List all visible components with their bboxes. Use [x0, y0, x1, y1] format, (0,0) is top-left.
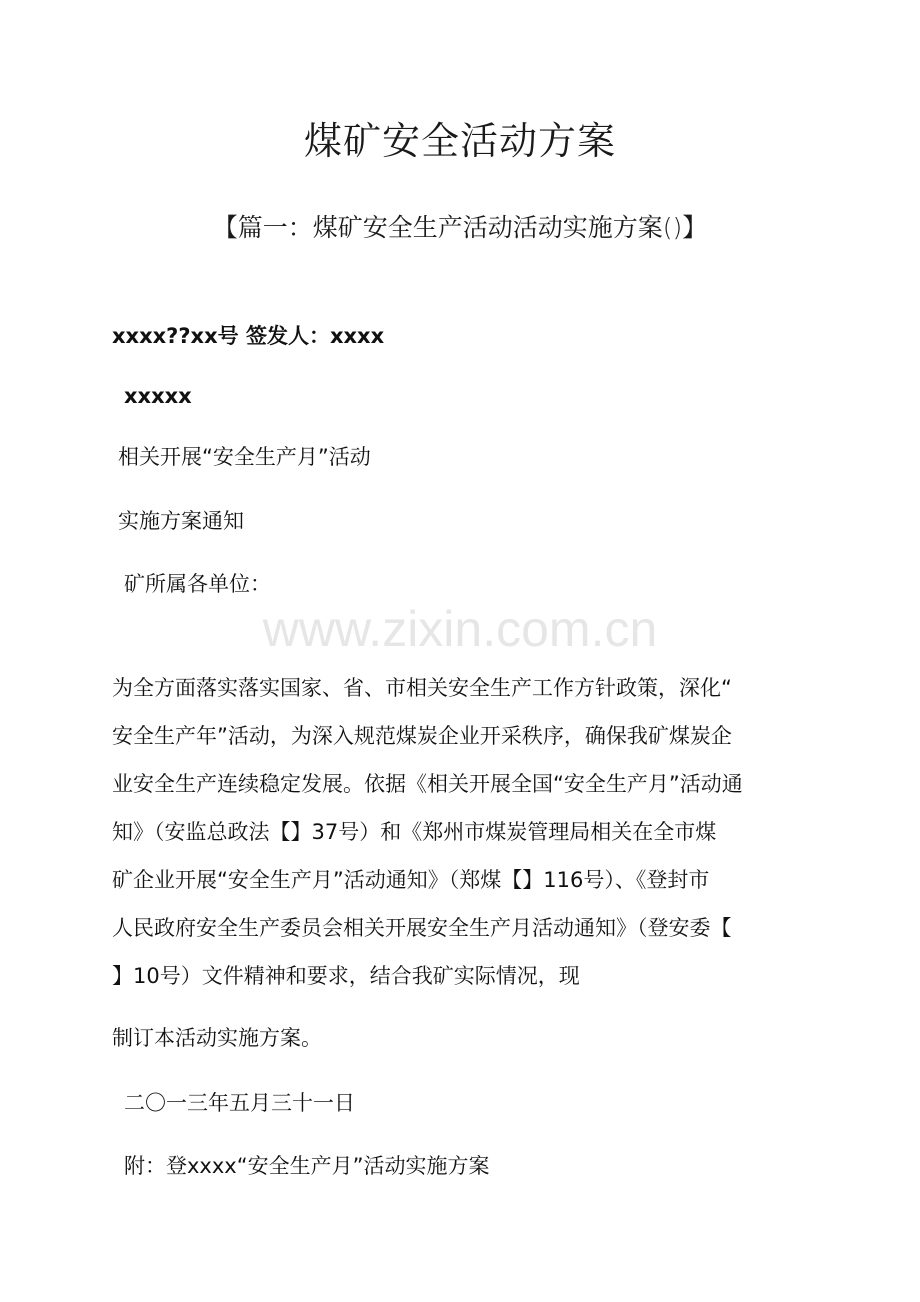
document-number-line: xxxx??xx号 签发人：xxxx: [112, 324, 385, 348]
addressee-line: 矿所属各单位：: [124, 572, 271, 596]
document-title: 煤矿安全活动方案: [303, 119, 616, 163]
body-line: 人民政府安全生产委员会相关开展安全生产月活动通知》（登安委【: [112, 916, 732, 940]
body-line: 知》（安监总政法【】37号）和《郑州市煤炭管理局相关在全市煤: [112, 820, 717, 844]
body-line: 矿企业开展“安全生产月”活动通知》（郑煤【】116号）、《登封市: [112, 868, 710, 892]
body-line: 安全生产年”活动，为深入规范煤炭企业开采秩序，确保我矿煤炭企: [112, 724, 732, 748]
body-paragraph: [112, 668, 812, 1004]
body-line: 】10号）文件精神和要求，结合我矿实际情况，现: [112, 964, 580, 988]
heading-line-1: 相关开展“安全生产月”活动: [118, 445, 371, 469]
date-line: 二〇一三年五月三十一日: [124, 1091, 355, 1115]
closing-line: 制订本活动实施方案。: [112, 1026, 322, 1050]
watermark: www.zixin.com.cn: [262, 601, 658, 657]
body-line: 为全方面落实落实国家、省、市相关安全生产工作方针政策，深化“: [112, 676, 732, 700]
body-line: 业安全生产连续稳定发展。依据《相关开展全国“安全生产月”活动通: [112, 772, 743, 796]
attachment-line: 附：登xxxx“安全生产月”活动实施方案: [124, 1154, 490, 1178]
issuer-line: xxxxx: [124, 384, 192, 408]
heading-line-2: 实施方案通知: [118, 509, 244, 533]
document-subtitle: 【篇一：煤矿安全生产活动活动实施方案()】: [212, 213, 708, 242]
